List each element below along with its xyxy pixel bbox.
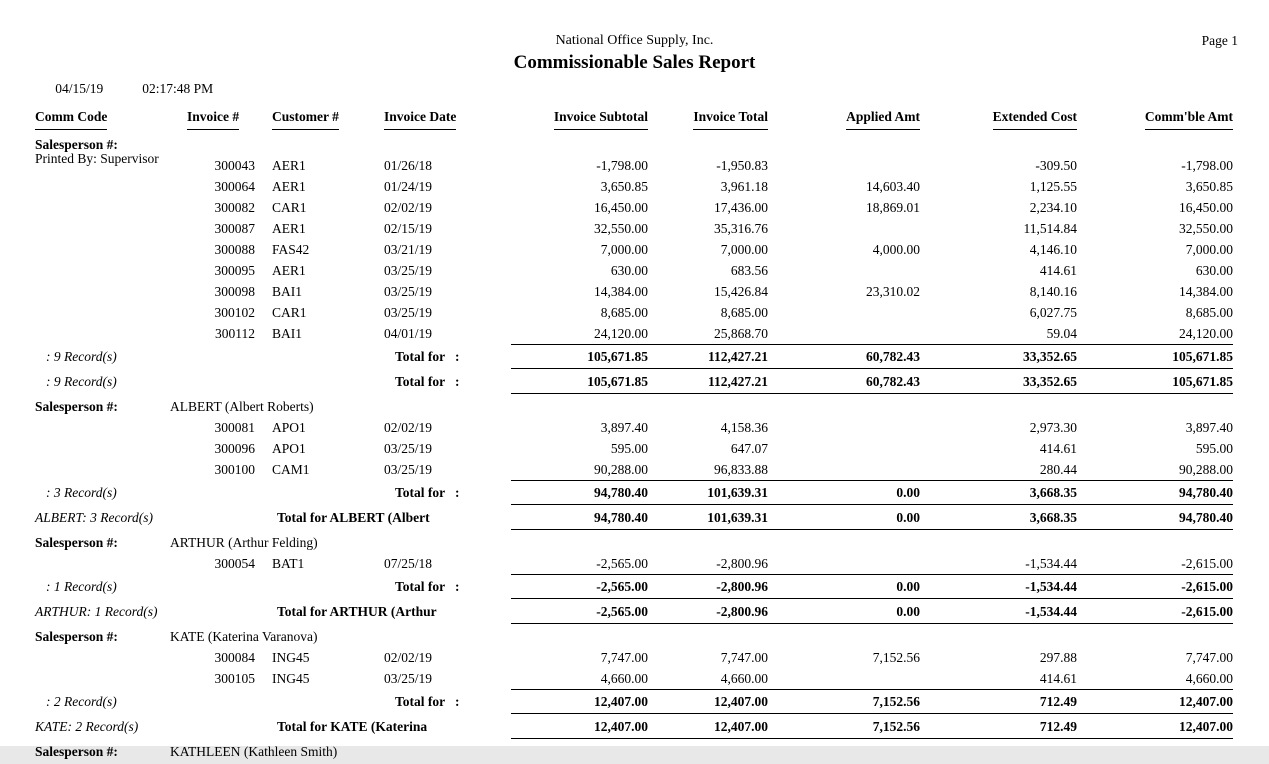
invoice-subtotal: 32,550.00 [594,221,648,236]
extended-cost: 414.61 [920,668,1077,690]
commble-amt: 8,685.00 [1185,305,1233,320]
page-number: Page 1 [1201,33,1238,48]
col-invoice-subtotal [511,105,648,132]
total-invoice-total: 112,427.21 [648,371,768,394]
salesperson-name: ALBERT (Albert Roberts) [170,399,314,414]
report-title: Commissionable Sales Report [513,52,756,73]
invoice-date: 02/02/19 [384,420,433,435]
group-total-row [35,369,1233,394]
extended-cost: 414.61 [1039,263,1077,278]
salesperson-label: Salesperson #: [35,137,118,152]
invoice-total: 15,426.84 [714,284,768,299]
total-extended-cost: 3,668.35 [920,482,1077,505]
total-for-label: Total for ALBERT (Albert [277,510,430,525]
customer-number: FAS42 [272,242,310,257]
column-header-label: Applied Amt [846,105,920,130]
total-for-label: Total for : [395,374,460,389]
extended-cost: 297.88 [1039,650,1077,665]
col-commble-amt [1077,105,1233,132]
invoice-number: 300087 [214,221,255,236]
extended-cost: 1,125.55 [1029,179,1077,194]
comm-code-cell [35,553,185,575]
total-invoice-subtotal: -2,565.00 [511,601,648,624]
record-count: : 2 Record(s) [46,694,117,709]
invoice-row [35,647,1233,668]
invoice-date: 03/25/19 [384,263,433,278]
invoice-total: 25,868.70 [648,323,768,345]
column-header-label: Invoice Subtotal [554,105,648,130]
invoice-row [35,438,1233,459]
record-count: ALBERT: 3 Record(s) [35,510,153,525]
invoice-date: 03/25/19 [384,284,433,299]
invoice-subtotal: 7,000.00 [600,242,648,257]
invoice-row [35,553,1233,574]
record-count: : 9 Record(s) [46,349,117,364]
report-date: 04/15/19 [55,81,104,96]
total-extended-cost: 33,352.65 [920,371,1077,394]
invoice-subtotal: 14,384.00 [594,284,648,299]
total-commble-amt: 94,780.40 [1077,507,1233,530]
total-extended-cost: -1,534.44 [920,601,1077,624]
comm-code-cell [35,438,185,459]
total-invoice-subtotal: 105,671.85 [511,346,648,369]
invoice-number: 300082 [214,200,255,215]
salesperson-label: Salesperson #: [35,399,118,414]
applied-amt: 14,603.40 [866,179,920,194]
invoice-row [35,459,1233,480]
commble-amt: -1,798.00 [1181,158,1233,173]
invoice-number: 300054 [214,556,255,571]
applied-amt: 7,152.56 [872,650,920,665]
extended-cost: 11,514.84 [1023,221,1077,236]
customer-number: APO1 [272,420,306,435]
col-applied-amt [768,105,920,132]
total-extended-cost: 33,352.65 [920,346,1077,369]
invoice-total: 4,660.00 [648,668,768,690]
invoice-row [35,176,1233,197]
total-invoice-total: 112,427.21 [648,346,768,369]
invoice-row [35,302,1233,323]
total-applied-amt: 0.00 [768,601,920,624]
invoice-subtotal: 8,685.00 [600,305,648,320]
extended-cost: 414.61 [1039,441,1077,456]
record-count: KATE: 2 Record(s) [35,719,139,734]
extended-cost: -309.50 [1035,158,1077,173]
record-count: : 9 Record(s) [46,374,117,389]
invoice-subtotal: 3,650.85 [600,179,648,194]
invoice-number: 300102 [214,305,255,320]
applied-amt [768,323,920,345]
extended-cost: -1,534.44 [920,553,1077,575]
total-invoice-total: 101,639.31 [648,482,768,505]
invoice-total: 35,316.76 [714,221,768,236]
customer-number: AER1 [272,221,306,236]
applied-amt: 23,310.02 [866,284,920,299]
extended-cost: 280.44 [920,459,1077,481]
comm-code-cell [35,281,185,302]
invoice-date: 03/25/19 [384,462,433,477]
invoice-date: 01/26/18 [384,158,433,173]
salesperson-name: ARTHUR (Arthur Felding) [170,535,318,550]
total-applied-amt: 60,782.43 [768,371,920,394]
total-for-label: Total for ARTHUR (Arthur [277,604,437,619]
applied-amt: 18,869.01 [866,200,920,215]
report-header-center [0,33,1269,74]
applied-amt [768,302,920,323]
customer-number: CAR1 [272,305,307,320]
total-applied-amt: 0.00 [768,482,920,505]
invoice-total: 17,436.00 [714,200,768,215]
invoice-total: 647.07 [730,441,768,456]
commble-amt: 7,000.00 [1185,242,1233,257]
invoice-row [35,281,1233,302]
customer-number: ING45 [272,650,310,665]
group-total-row [35,505,1233,530]
extended-cost: 2,234.10 [1029,200,1077,215]
column-header-label: Invoice # [187,105,239,130]
subtotal-row [35,689,1233,714]
printed-by: Printed By: Supervisor [35,151,159,166]
total-applied-amt: 60,782.43 [768,346,920,369]
total-invoice-total: -2,800.96 [648,601,768,624]
total-invoice-subtotal: 12,407.00 [511,716,648,739]
salesperson-row [35,530,1233,553]
total-commble-amt: 12,407.00 [1077,691,1233,714]
column-header-label: Customer # [272,105,339,130]
comm-code-cell [35,302,185,323]
customer-number: AER1 [272,179,306,194]
comm-code-cell [35,459,185,481]
total-for-label: Total for KATE (Katerina [277,719,428,734]
invoice-number: 300105 [214,671,255,686]
invoice-number: 300096 [214,441,255,456]
invoice-number: 300064 [214,179,255,194]
extended-cost: 59.04 [920,323,1077,345]
commble-amt: 32,550.00 [1179,221,1233,236]
invoice-total: 7,747.00 [720,650,768,665]
invoice-subtotal: 595.00 [610,441,648,456]
commble-amt: 630.00 [1195,263,1233,278]
col-invoice-date [372,105,511,132]
commble-amt: 90,288.00 [1077,459,1233,481]
invoice-date: 03/25/19 [384,671,433,686]
total-commble-amt: -2,615.00 [1077,576,1233,599]
subtotal-row [35,574,1233,599]
invoice-subtotal: 3,897.40 [600,420,648,435]
invoice-number: 300100 [214,462,255,477]
total-invoice-total: 101,639.31 [648,507,768,530]
invoice-subtotal: 7,747.00 [600,650,648,665]
total-invoice-subtotal: 105,671.85 [511,371,648,394]
salesperson-label: Salesperson #: [35,629,118,644]
invoice-date: 01/24/19 [384,179,433,194]
total-extended-cost: 712.49 [920,691,1077,714]
extended-cost: 2,973.30 [1029,420,1077,435]
invoice-row [35,260,1233,281]
customer-number: CAM1 [272,462,310,477]
applied-amt [768,260,920,281]
total-commble-amt: 105,671.85 [1077,371,1233,394]
applied-amt [768,218,920,239]
total-extended-cost: 712.49 [920,716,1077,739]
comm-code-cell [35,239,185,260]
invoice-row [35,668,1233,689]
applied-amt [768,438,920,459]
total-commble-amt: 12,407.00 [1077,716,1233,739]
col-invoice-number [185,105,262,132]
subtotal-row [35,344,1233,369]
applied-amt [768,417,920,438]
invoice-total: 4,158.36 [720,420,768,435]
applied-amt [768,155,920,176]
group-total-row [35,714,1233,739]
column-header-label: Comm'ble Amt [1145,105,1233,130]
total-invoice-total: -2,800.96 [648,576,768,599]
total-commble-amt: -2,615.00 [1077,601,1233,624]
subtotal-row [35,480,1233,505]
salesperson-name: KATHLEEN (Kathleen Smith) [170,744,338,759]
customer-number: BAT1 [272,556,305,571]
customer-number: ING45 [272,671,310,686]
column-header-label: Invoice Total [693,105,768,130]
invoice-date: 03/25/19 [384,441,433,456]
report-time: 02:17:48 PM [142,81,214,96]
invoice-date: 02/02/19 [384,650,433,665]
invoice-subtotal: 630.00 [610,263,648,278]
total-for-label: Total for : [395,485,460,500]
comm-code-cell [35,668,185,690]
invoice-date: 07/25/18 [384,556,433,571]
total-applied-amt: 0.00 [768,507,920,530]
invoice-subtotal: -2,565.00 [511,553,648,575]
invoice-total: 3,961.18 [720,179,768,194]
invoice-number: 300095 [214,263,255,278]
extended-cost: 8,140.16 [1029,284,1077,299]
invoice-subtotal: 24,120.00 [511,323,648,345]
company-name: National Office Supply, Inc. [555,33,714,48]
comm-code-cell [35,647,185,668]
total-applied-amt: 7,152.56 [768,716,920,739]
invoice-number: 300112 [215,326,255,341]
commble-amt: 7,747.00 [1185,650,1233,665]
comm-code-cell [35,176,185,197]
commble-amt: 3,650.85 [1185,179,1233,194]
comm-code-cell [35,155,185,176]
invoice-number: 300088 [214,242,255,257]
total-commble-amt: 105,671.85 [1077,346,1233,369]
total-invoice-subtotal: -2,565.00 [511,576,648,599]
record-count: ARTHUR: 1 Record(s) [35,604,158,619]
commble-amt: 24,120.00 [1077,323,1233,345]
invoice-subtotal: 4,660.00 [511,668,648,690]
total-invoice-subtotal: 94,780.40 [511,482,648,505]
column-header-label: Invoice Date [384,105,456,130]
customer-number: AER1 [272,263,306,278]
invoice-date: 04/01/19 [384,326,433,341]
applied-amt [768,668,920,690]
commble-amt: 16,450.00 [1179,200,1233,215]
invoice-date: 02/15/19 [384,221,433,236]
comm-code-cell [35,197,185,218]
salesperson-row [35,132,1233,155]
col-invoice-total [648,105,768,132]
invoice-row [35,218,1233,239]
invoice-total: -1,950.83 [716,158,768,173]
invoice-number: 300043 [214,158,255,173]
comm-code-cell [35,417,185,438]
applied-amt: 4,000.00 [872,242,920,257]
customer-number: BAI1 [272,284,302,299]
col-customer-number [262,105,372,132]
commble-amt: 595.00 [1195,441,1233,456]
invoice-total: 683.56 [730,263,768,278]
total-applied-amt: 7,152.56 [768,691,920,714]
total-invoice-subtotal: 94,780.40 [511,507,648,530]
comm-code-cell [35,260,185,281]
invoice-row [35,417,1233,438]
invoice-subtotal: 90,288.00 [511,459,648,481]
total-for-label: Total for : [395,694,460,709]
record-count: : 1 Record(s) [46,579,117,594]
total-extended-cost: 3,668.35 [920,507,1077,530]
column-header-label: Comm Code [35,105,107,130]
total-invoice-total: 12,407.00 [648,691,768,714]
invoice-date: 03/21/19 [384,242,433,257]
col-extended-cost [920,105,1077,132]
column-header-label: Extended Cost [993,105,1077,130]
commble-amt: 3,897.40 [1185,420,1233,435]
record-count: : 3 Record(s) [46,485,117,500]
report-table [35,105,1233,762]
salesperson-row-partial [35,739,1233,762]
invoice-number: 300098 [214,284,255,299]
invoice-subtotal: -1,798.00 [596,158,648,173]
salesperson-name: KATE (Katerina Varanova) [170,629,318,644]
customer-number: APO1 [272,441,306,456]
invoice-date: 02/02/19 [384,200,433,215]
total-commble-amt: 94,780.40 [1077,482,1233,505]
invoice-row [35,197,1233,218]
column-header-row [35,105,1233,132]
customer-number: BAI1 [272,326,302,341]
commble-amt: 4,660.00 [1077,668,1233,690]
comm-code-cell [35,218,185,239]
extended-cost: 4,146.10 [1029,242,1077,257]
extended-cost: 6,027.75 [1029,305,1077,320]
total-invoice-total: 12,407.00 [648,716,768,739]
invoice-number: 300084 [214,650,255,665]
invoice-total: 8,685.00 [720,305,768,320]
salesperson-label: Salesperson #: [35,744,118,759]
comm-code-cell [35,323,185,345]
total-extended-cost: -1,534.44 [920,576,1077,599]
commble-amt: -2,615.00 [1077,553,1233,575]
customer-number: AER1 [272,158,306,173]
salesperson-row [35,624,1233,647]
applied-amt [768,459,920,481]
invoice-number: 300081 [214,420,255,435]
salesperson-row [35,394,1233,417]
invoice-total: 96,833.88 [648,459,768,481]
invoice-total: -2,800.96 [648,553,768,575]
invoice-subtotal: 16,450.00 [594,200,648,215]
total-for-label: Total for : [395,579,460,594]
customer-number: CAR1 [272,200,307,215]
invoice-total: 7,000.00 [720,242,768,257]
total-invoice-subtotal: 12,407.00 [511,691,648,714]
invoice-date: 03/25/19 [384,305,433,320]
total-for-label: Total for : [395,349,460,364]
applied-amt [768,553,920,575]
invoice-row [35,323,1233,344]
commble-amt: 14,384.00 [1179,284,1233,299]
total-applied-amt: 0.00 [768,576,920,599]
invoice-row [35,239,1233,260]
salesperson-label: Salesperson #: [35,535,118,550]
invoice-row [35,155,1233,176]
group-total-row [35,599,1233,624]
col-comm-code [35,105,185,132]
